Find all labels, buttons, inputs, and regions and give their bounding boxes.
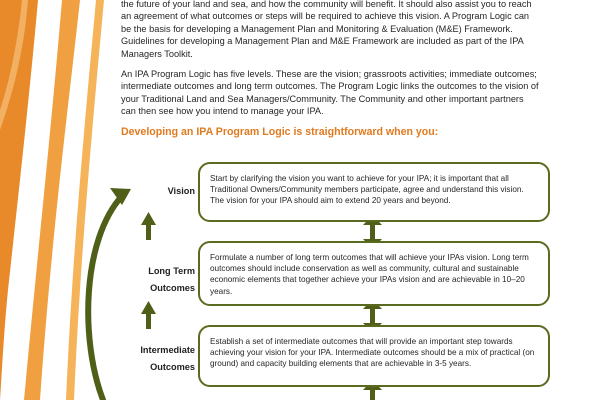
up-arrow-1 <box>141 212 156 240</box>
section-subheading: Developing an IPA Program Logic is straightforward when you: <box>121 126 439 138</box>
level-label-intermediate: Intermediate Outcomes <box>140 345 195 372</box>
long-term-outcomes-box <box>198 241 550 306</box>
levels-paragraph: An IPA Program Logic has five levels. These are the vision; grassroots activities; immediate outcomes; intermediate outcomes and long term outcomes. The Program Logic links the outcomes to the vision of your Traditional Land and Sea Managers/Community. The Community and other important partners can then see how you intend to manage your IPA. <box>121 69 539 117</box>
decorative-orange-strokes <box>0 0 120 400</box>
level-label-vision: Vision <box>167 186 195 196</box>
level-label-long-term: Long Term Outcomes <box>148 266 195 293</box>
up-arrow-2 <box>141 301 156 329</box>
vision-description: Start by clarifying the vision you want to achieve for your IPA; it is important that all Traditional Owners/Community members participate, agree and understand this vision. The vision for your IPA should aim to extend 20 years and beyond. <box>210 174 524 206</box>
long-term-description: Formulate a number of long term outcomes that will achieve your IPAs vision. Long term outcomes should include conservation as well as community, cultural and sustainable economic elements that together achieve your IPAs vision and are achievable in 10–20 years. <box>210 253 529 296</box>
intermediate-outcomes-box <box>198 325 550 387</box>
intermediate-description: Establish a set of intermediate outcomes that will provide an important step towards achieving your vision for your IPA. Intermediate outcomes should be a mix of practical (on ground) and capacity building elements that are achievable in 3-5 years. <box>210 337 535 369</box>
intro-paragraph: the future of your land and sea, and how the community will benefit. It should also assist you to reach an agreement of what outcomes or steps will be required to achieve this vision. A Program Logic can be the basis for developing a Management Plan and Monitoring & Evaluation (M&E) Framework. Guidelines for developing a Management Plan and M&E Framework are included as part of the IPA Managers Toolkit. <box>121 0 532 59</box>
vision-box <box>198 162 550 222</box>
